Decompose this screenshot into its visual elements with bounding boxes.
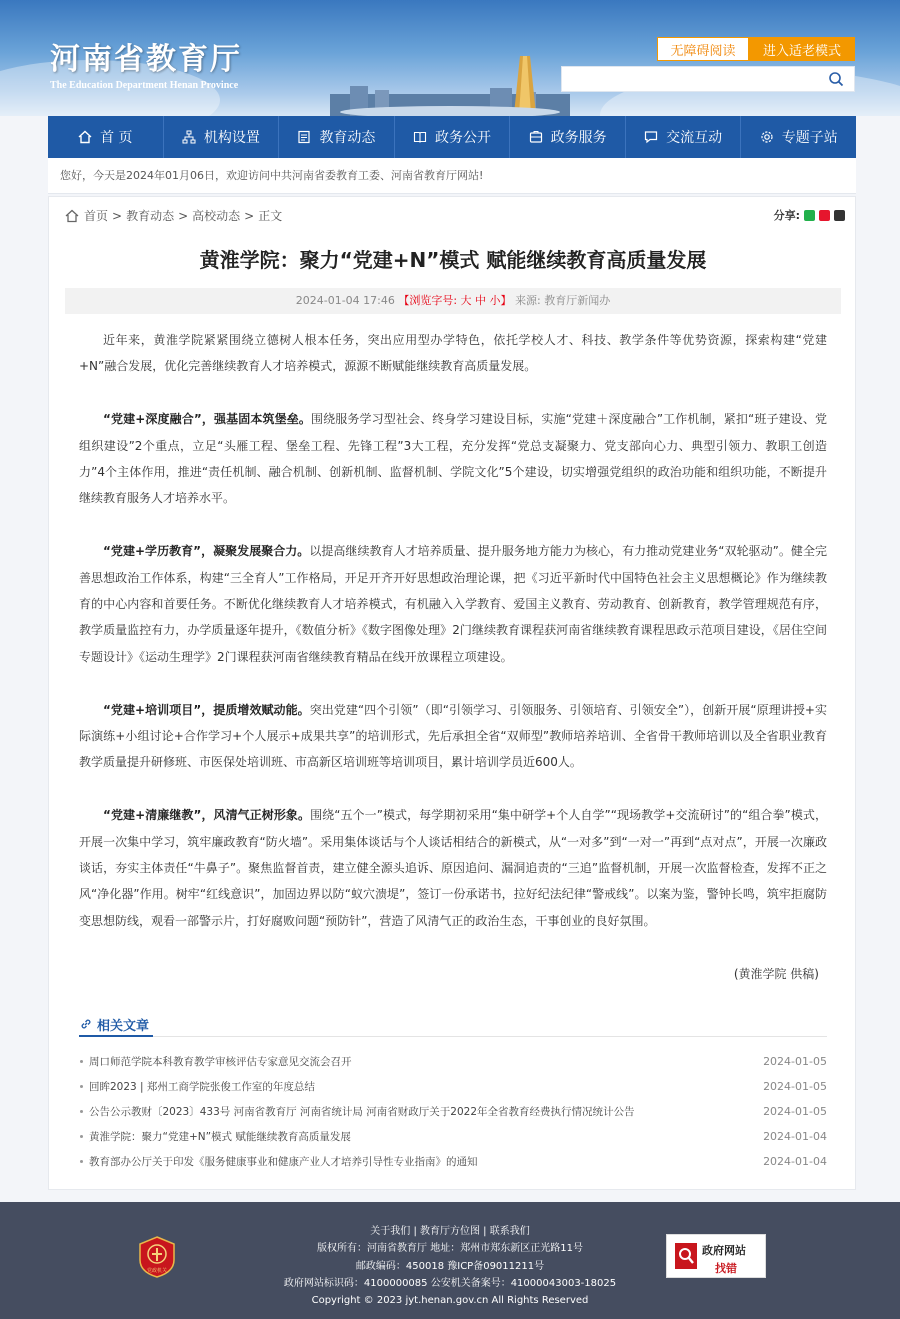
gov-action: 找错 <box>715 1262 737 1275</box>
footer-owner: 版权所有：河南省教育厅 地址：郑州市郑东新区正光路11号 <box>317 1243 583 1255</box>
main-nav <box>48 116 856 158</box>
nav-label: 政务公开 <box>435 130 492 146</box>
font-size-switcher[interactable]: 【浏览字号: 大 中 小】 <box>398 294 512 307</box>
related-link[interactable]: 教育部办公厅关于印发《服务健康事业和健康产业人才培养引导性专业指南》的通知 <box>79 1154 478 1169</box>
article-credit: (黄淮学院 供稿) <box>733 966 819 981</box>
magnifier-icon <box>675 1243 697 1269</box>
related-header <box>79 1013 827 1037</box>
paragraph-text: 以提高继续教育人才培养质量、提升服务地方能力为核心，有力推动党建业务“双轮驱动”。健全完善思想政治工作体系，构建“三全育人”工作格局，开足开齐开好思想政治理论课，把《习近平新时代中国特色社会主义思想概论》作为继续教育的中心内容和首要任务。不断优化继续教育人才培养模式，有机融入入学教育、爱国主义教育、劳动教育、创新教育，教学管理规范有序，教学质量监控有力，办学质量逐年提升，《数值分析》《数字图像处理》2门继续教育课程获河南省继续教育课程思政示范项目建设，《居住空间专题设计》《运动生理学》2门课程获河南省继续教育精品在线开放课程立项建设。 <box>79 544 827 664</box>
share-bar <box>774 207 845 223</box>
article-body <box>79 327 827 987</box>
list-item[interactable] <box>79 1124 827 1149</box>
related-date: 2024-01-05 <box>763 1105 827 1118</box>
article-title: 黄淮学院：聚力“党建+N”模式 赋能继续教育高质量发展 <box>199 248 707 272</box>
breadcrumb-separator: > <box>244 208 255 223</box>
nav-label: 首 页 <box>100 130 133 146</box>
nav-home[interactable] <box>48 116 164 158</box>
footer-links[interactable]: 关于我们 | 教育厅方位图 | 联系我们 <box>370 1226 530 1237</box>
breadcrumb-separator: > <box>112 208 123 223</box>
nav-special-sites[interactable] <box>741 116 856 158</box>
top-actions <box>657 37 855 61</box>
related-date: 2024-01-05 <box>763 1055 827 1068</box>
weibo-icon[interactable] <box>819 210 830 221</box>
breadcrumb-news[interactable]: 教育动态 <box>126 209 175 223</box>
paragraph-lead: “党建+学历教育”，凝聚发展聚合力。 <box>103 544 310 559</box>
list-item[interactable] <box>79 1099 827 1124</box>
news-icon <box>297 130 311 144</box>
nav-label: 专题子站 <box>781 130 838 146</box>
related-date: 2024-01-04 <box>763 1130 827 1143</box>
paragraph-text: 突出党建“四个引领”（即“引领学习、引领服务、引领培育、引领安全”），创新开展“原理讲授+实际演练+小组讨论+合作学习+个人展示+成果共享”的培训形式，先后承担全省“双师型”教师培养培训、全省骨干教师培训以及全省职业教育教学质量提升研修班、市医保处培训班、市高新区培训班等培训项目，累计培训学员近600人。 <box>79 702 827 770</box>
site-footer <box>0 1202 900 1319</box>
paragraph-3 <box>79 697 827 776</box>
breadcrumb-separator: > <box>178 208 189 223</box>
skyline-illustration <box>330 56 570 116</box>
list-item[interactable] <box>79 1074 827 1099</box>
settings-icon <box>760 130 774 144</box>
paragraph-text: 围绕“五个一”模式，每学期初采用“集中研学+个人自学”“现场教学+交流研讨”的“组合拳”模式，开展一次集中学习，筑牢廉政教育“防火墙”。采用集体谈话与个人谈话相结合的新模式，从“一对多”到“一对一”再到“点对点”，开展一次廉政谈话，夯实主体责任“牛鼻子”。聚焦监督首责，建立健全源头追诉、原因追问、漏洞追责的“三追”监督机制，开展一次监督检查，发挥不正之风“净化器”作用。树牢“红线意识”，加固边界以防“蚁穴溃堤”，签订一份承诺书，拉好纪法纪律“警戒线”。以案为鉴，警钟长鸣，筑牢拒腐防变思想防线，观看一部警示片，打好腐败问题“预防针”，营造了风清气正的政治生态，干事创业的良好氛围。 <box>79 808 827 928</box>
nav-label: 教育动态 <box>319 130 376 146</box>
breadcrumb-home[interactable]: 首页 <box>84 209 109 223</box>
breadcrumb-current: 正文 <box>258 209 283 223</box>
related-date: 2024-01-05 <box>763 1080 827 1093</box>
paragraph-lead: “党建+培训项目”，提质增效赋动能。 <box>103 702 310 717</box>
elder-mode-button[interactable]: 进入适老模式 <box>749 37 855 61</box>
nav-label: 交流互动 <box>666 130 723 146</box>
article-source: 来源: 教育厅新闻办 <box>515 294 611 307</box>
nav-label: 机构设置 <box>203 130 260 146</box>
org-chart-icon <box>182 130 196 144</box>
chat-icon <box>644 130 658 144</box>
nav-interaction[interactable] <box>626 116 742 158</box>
nav-public-affairs[interactable] <box>395 116 511 158</box>
footer-codes: 政府网站标识码：4100000085 公安机关备案号：41000043003-18025 <box>283 1277 617 1289</box>
nav-label: 政务服务 <box>550 130 607 146</box>
article-date: 2024-01-04 17:46 <box>295 294 395 307</box>
badge-label: 党政机关 <box>146 1268 168 1274</box>
related-list <box>79 1049 827 1174</box>
paragraph-1 <box>79 406 827 512</box>
related-link[interactable]: 回眸2023 | 郑州工商学院张俊工作室的年度总结 <box>79 1079 315 1094</box>
qq-icon[interactable] <box>834 210 845 221</box>
article-container <box>48 196 856 1190</box>
paragraph-text: 围绕服务学习型社会、终身学习建设目标，实施“党建＋深度融合”工作机制，紧扣“班子建设、党组织建设”2个重点，立足“头雁工程、堡垒工程、先锋工程”3大工程，充分发挥“党总支凝聚力、党支部向心力、典型引领力、教职工创造力”4个主体作用，推进“责任机制、融合机制、创新机制、监督机制、学院文化”5个建设，切实增强党组织的政治功能和组织功能，不断提升继续教育服务人才培养水平。 <box>79 412 827 506</box>
search-box <box>561 66 855 92</box>
welcome-bar: 您好，今天是2024年01月06日，欢迎访问中共河南省委教育工委、河南省教育厅网站! <box>48 158 856 194</box>
gov-error-report-button[interactable] <box>666 1234 766 1278</box>
breadcrumb-university[interactable]: 高校动态 <box>192 209 241 223</box>
footer-copyright: Copyright © 2023 jyt.henan.gov.cn All Rights Reserved <box>311 1295 589 1307</box>
list-item[interactable] <box>79 1049 827 1074</box>
nav-news[interactable] <box>279 116 395 158</box>
gov-label: 政府网站 <box>702 1244 746 1257</box>
related-link[interactable]: 黄淮学院：聚力“党建+N”模式 赋能继续教育高质量发展 <box>79 1129 351 1144</box>
search-input[interactable] <box>562 67 822 91</box>
home-icon <box>65 209 79 223</box>
footer-postal: 邮政编码：450018 豫ICP备09011211号 <box>355 1260 545 1272</box>
paragraph-2 <box>79 538 827 670</box>
wechat-icon[interactable] <box>804 210 815 221</box>
related-date: 2024-01-04 <box>763 1155 827 1168</box>
paragraph-lead: “党建+深度融合”，强基固本筑堡垒。 <box>103 412 312 427</box>
related-link[interactable]: 周口师范学院本科教育教学审核评估专家意见交流会召开 <box>79 1054 352 1069</box>
link-icon <box>79 1017 93 1031</box>
logo-subtitle: The Education Department Henan Province <box>50 80 239 91</box>
site-header <box>0 0 900 116</box>
site-logo[interactable] <box>50 34 242 91</box>
logo-title: 河南省教育厅 <box>50 42 242 77</box>
paragraph-lead: “党建+清廉继教”，风清气正树形象。 <box>103 808 311 823</box>
search-icon[interactable] <box>828 71 844 87</box>
paragraph-4 <box>79 802 827 934</box>
related-heading: 相关文章 <box>97 1018 150 1034</box>
breadcrumb <box>65 207 282 224</box>
list-item[interactable] <box>79 1149 827 1174</box>
article-meta <box>65 288 841 314</box>
accessibility-button[interactable]: 无障碍阅读 <box>657 37 749 61</box>
nav-gov-services[interactable] <box>510 116 626 158</box>
home-icon <box>78 130 92 144</box>
nav-organization[interactable] <box>164 116 280 158</box>
service-icon <box>529 130 543 144</box>
related-title <box>79 1013 153 1037</box>
book-icon <box>413 130 427 144</box>
paragraph-intro: 近年来，黄淮学院紧紧围绕立德树人根本任务，突出应用型办学特色，依托学校人才、科技、教学条件等优势资源，探索构建“党建+N”融合发展，优化完善继续教育人才培养模式，源源不断赋能继续教育高质量发展。 <box>79 333 827 374</box>
share-label: 分享: <box>773 209 800 222</box>
related-link[interactable]: 公告公示教财〔2023〕433号 河南省教育厅 河南省统计局 河南省财政厅关于2022年全省教育经费执行情况统计公告 <box>79 1104 635 1119</box>
